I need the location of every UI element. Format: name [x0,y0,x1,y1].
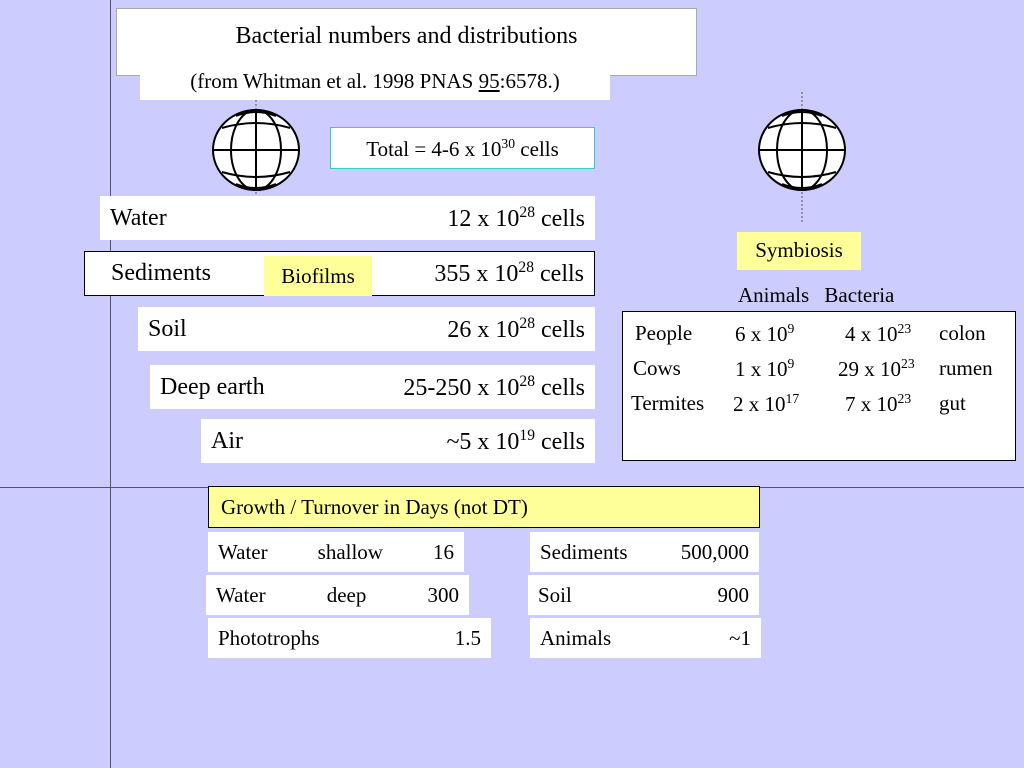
symbiosis-tag: Symbiosis [737,232,861,270]
habitat-name: Air [211,427,243,454]
globe-icon-right [756,92,848,222]
habitat-count: 355 x $10^{28}$ cells [434,259,584,287]
habitat-name: Water [110,204,167,231]
citation-volume: 95 [478,69,500,93]
habitat-row-deep-earth [150,365,595,409]
total-base: Total = 4-6 x 10 [366,137,502,161]
habitat-row-air [201,419,595,463]
habitat-row-soil [138,307,595,351]
habitat-count: 12 x $10^{28}$ cells [447,203,585,232]
total-exp: 30 [501,136,516,151]
symbiosis-table: People 6 x $10^9$ 4 x $10^{23}$ colon Cows 1 x $10^9$ 29 x $10^{23}$ rumen Termites 2 x $10^{17}$ 7 x $10^{23}$ gut [622,311,1016,461]
bacteria-header: Bacteria [824,283,895,307]
title-text: Bacterial numbers and distributions [235,23,578,49]
habitat-count: 25-250 x $10^{28}$ cells [403,372,585,401]
habitat-name: Deep earth [160,373,265,400]
growth-row-water-deep: Water deep 300 [206,575,469,615]
habitat-name: Sediments [111,260,211,286]
growth-row-sediments: Sediments 500,000 [530,532,759,572]
habitat-count: ~5 x $10^{19}$ cells [446,426,585,455]
habitat-count: 26 x $10^{28}$ cells [447,314,585,343]
total-unit: cells [515,137,559,161]
biofilms-tag: Biofilms [264,256,372,296]
citation-prefix: (from Whitman et al. 1998 PNAS [190,69,479,93]
animals-header: Animals [738,283,810,307]
growth-row-soil: Soil 900 [528,575,759,615]
growth-row-animals: Animals ~1 [530,618,761,658]
growth-row-phototrophs: Phototrophs 1.5 [208,618,491,658]
citation-suffix: :6578.) [499,69,560,93]
habitat-row-water [100,196,595,240]
habitat-name: Soil [148,315,187,342]
growth-row-water-shallow: Water shallow 16 [208,532,464,572]
symbiosis-column-headers [738,283,904,308]
left-divider-line [110,0,111,768]
citation [140,66,610,100]
growth-header: Growth / Turnover in Days (not DT) [208,486,760,528]
total-cells [330,127,595,169]
